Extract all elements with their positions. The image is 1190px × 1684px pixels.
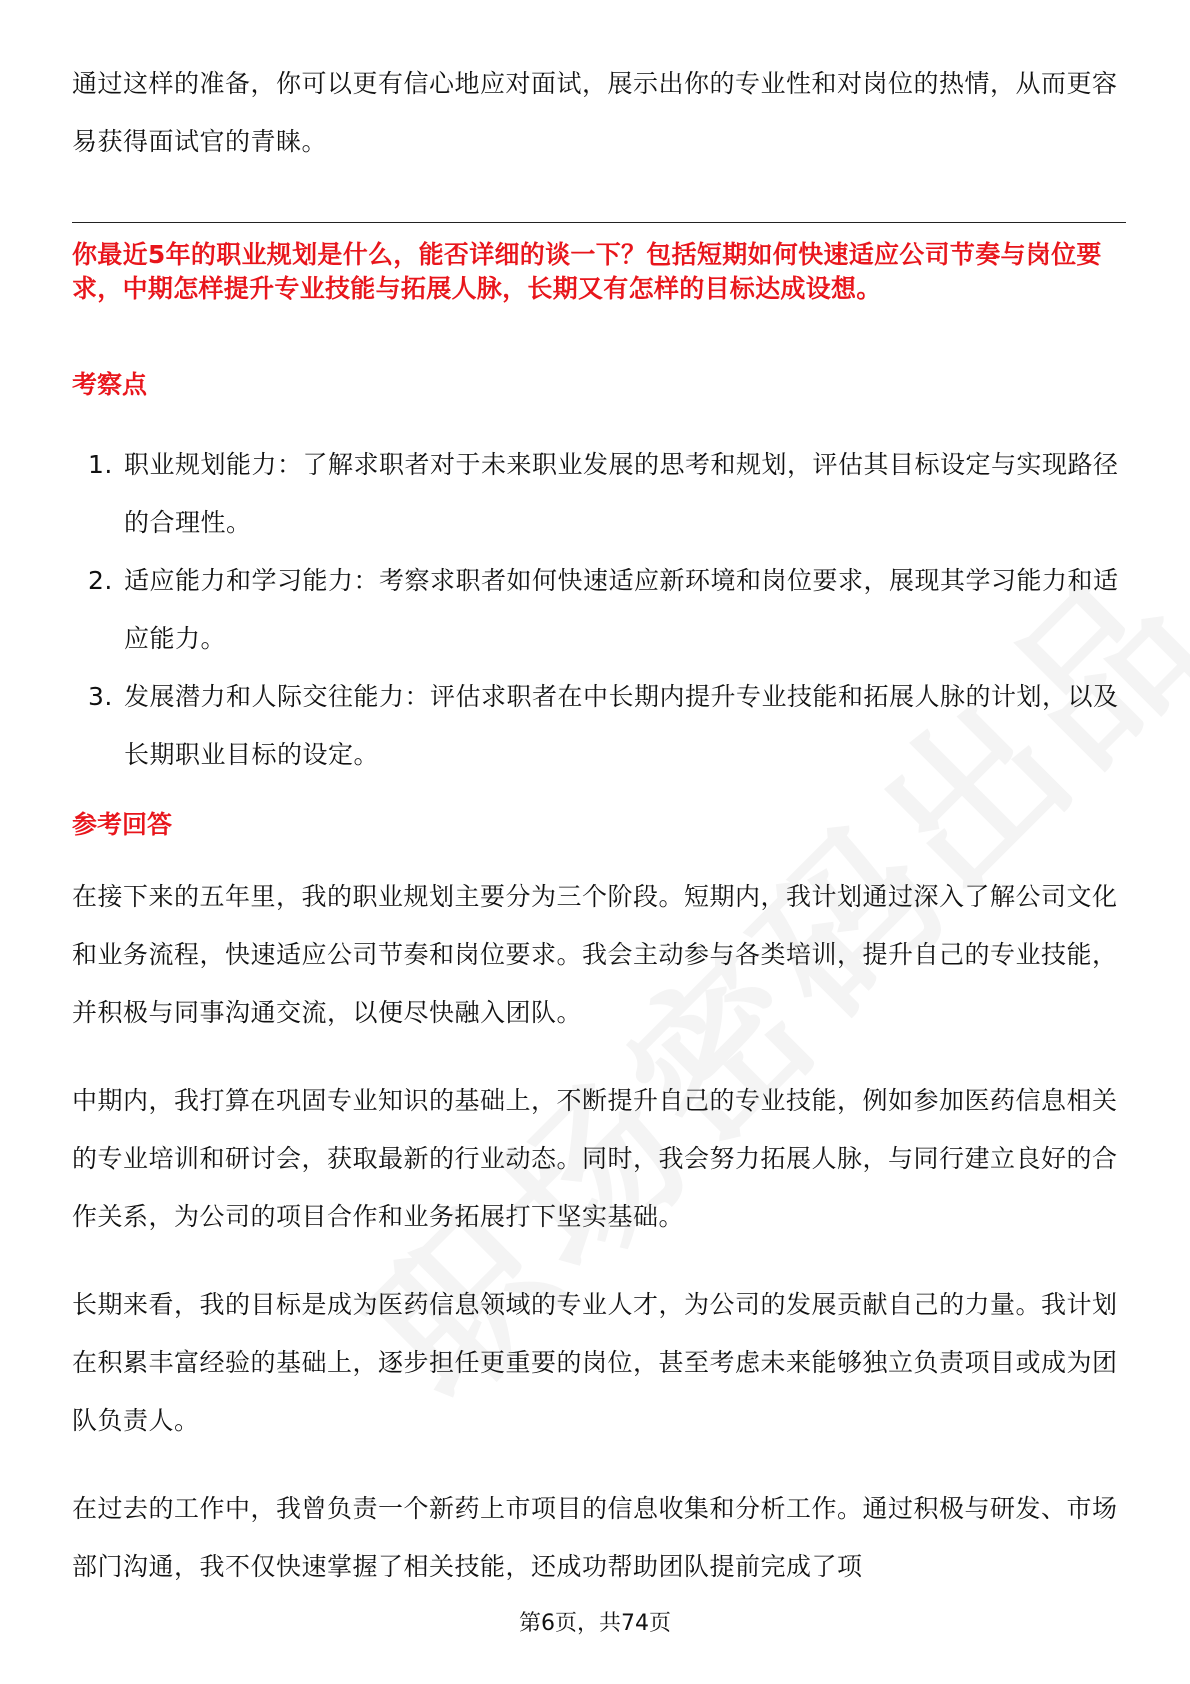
- answer-body: [72, 868, 1126, 1626]
- list-item: [72, 552, 1126, 668]
- answer-paragraph: 在接下来的五年里，我的职业规划主要分为三个阶段。短期内，我计划通过深入了解公司文化和业务流程，快速适应公司节奏和岗位要求。我会主动参与各类培训，提升自己的专业技能，并积极与同事沟通交流，以便尽快融入团队。: [72, 882, 1118, 1027]
- list-item: [72, 436, 1126, 552]
- page-footer: 第6页，共74页: [519, 1611, 671, 1636]
- answer-heading: 参考回答: [72, 810, 173, 839]
- answer-paragraph: 在过去的工作中，我曾负责一个新药上市项目的信息收集和分析工作。通过积极与研发、市场部门沟通，我不仅快速掌握了相关技能，还成功帮助团队提前完成了项: [72, 1494, 1118, 1581]
- question-heading: 你最近5年的职业规划是什么，能否详细的谈一下？包括短期如何快速适应公司节奏与岗位要求，中期怎样提升专业技能与拓展人脉，长期又有怎样的目标达成设想。: [72, 240, 1102, 303]
- divider: [72, 222, 1126, 223]
- intro-paragraph: 通过这样的准备，你可以更有信心地应对面试，展示出你的专业性和对岗位的热情，从而更容易获得面试官的青睐。: [72, 69, 1118, 156]
- list-number: 3.: [88, 682, 113, 711]
- list-number: 2.: [88, 566, 113, 595]
- answer-paragraph: 中期内，我打算在巩固专业知识的基础上，不断提升自己的专业技能，例如参加医药信息相关的专业培训和研讨会，获取最新的行业动态。同时，我会努力拓展人脉，与同行建立良好的合作关系，为公司的项目合作和业务拓展打下坚实基础。: [72, 1086, 1118, 1231]
- list-item-text: 适应能力和学习能力：考察求职者如何快速适应新环境和岗位要求，展现其学习能力和适应能力。: [124, 566, 1119, 653]
- list-item: [72, 668, 1126, 784]
- list-item-text: 发展潜力和人际交往能力：评估求职者在中长期内提升专业技能和拓展人脉的计划，以及长期职业目标的设定。: [124, 682, 1119, 769]
- points-heading: 考察点: [72, 370, 148, 399]
- list-item-text: 职业规划能力：了解求职者对于未来职业发展的思考和规划，评估其目标设定与实现路径的合理性。: [124, 450, 1119, 537]
- points-list: [72, 436, 1126, 784]
- answer-paragraph: 长期来看，我的目标是成为医药信息领域的专业人才，为公司的发展贡献自己的力量。我计划在积累丰富经验的基础上，逐步担任更重要的岗位，甚至考虑未来能够独立负责项目或成为团队负责人。: [72, 1290, 1118, 1435]
- list-number: 1.: [88, 450, 113, 479]
